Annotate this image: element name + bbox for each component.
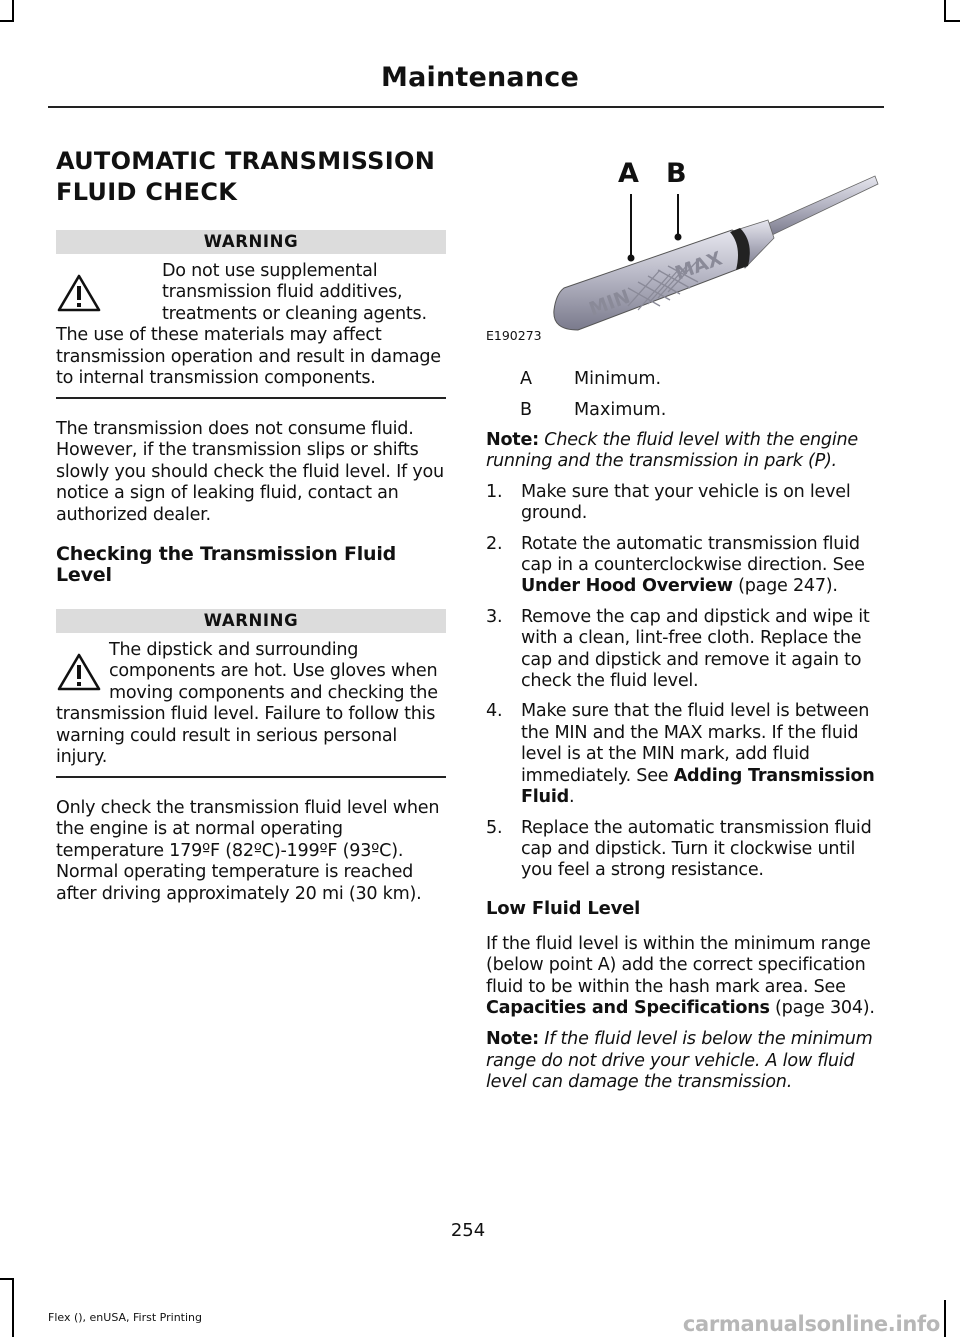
step-text: Remove the cap and dipstick and wipe it with a clean, lint-free cloth. Replace the cap and dipstick and remove it again to check the fluid level. [521,606,870,692]
list-item [486,482,880,525]
step-number: 2. [486,533,503,554]
section-title-line2: FLUID CHECK [56,178,238,206]
note-text: If the fluid level is below the minimum range do not drive your vehicle. A low fluid level can damage the transmission. [486,1029,873,1093]
steps-list [486,482,880,882]
step-text-after: . [568,787,575,808]
legend-value: Minimum. [574,369,662,389]
paragraph: If the fluid level is within the minimum range (below point A) add the correct specification fluid to be within the hash mark area. See Capacities and Specifications (page 304). [486,933,875,1018]
note-label: Note: [486,1029,539,1050]
note [486,430,880,473]
section-title-line1: AUTOMATIC TRANSMISSION [56,147,436,175]
cross-reference-link[interactable]: Adding Transmission Fluid [521,765,875,808]
left-column [56,146,446,905]
crop-mark [12,0,14,22]
step-number: 5. [486,817,503,838]
figure-code: E190273 [486,328,542,343]
subheading: Checking the Transmission Fluid Level [56,542,397,586]
section-title [56,146,446,208]
warning-label: WARNING [56,230,446,254]
subheading: Low Fluid Level [486,897,641,919]
list-item [486,818,880,882]
crop-mark [944,20,960,22]
legend-key: A [520,369,533,389]
legend-value: Maximum. [574,400,667,420]
cross-reference-link[interactable]: Under Hood Overview [521,576,733,597]
dipstick-min-label: MIN [586,285,634,321]
note-text: Check the fluid level with the engine running and the transmission in park (P). [486,430,858,472]
note-label: Note: [486,430,539,450]
paragraph: Only check the transmission fluid level when the engine is at normal operating temperature 179ºF (82ºC)-199ºF (93ºC). Normal operating temperature is reached after driving approximately 20 mi (30 km). [56,797,440,904]
note [486,1029,880,1093]
page-number: 254 [450,1220,486,1241]
warning-box [56,640,446,768]
callout-a: A [618,158,639,189]
step-number: 1. [486,481,503,502]
dipstick-illustration [540,170,880,340]
crop-mark [944,1300,946,1337]
list-item [486,701,880,808]
dipstick-max-label: MAX [672,247,726,285]
legend-key: B [520,400,533,420]
step-text-after: (page 247). [732,576,838,597]
crop-mark [0,20,14,22]
crop-mark [0,1278,14,1280]
step-text: Rotate the automatic transmission fluid cap in a counterclockwise direction. See [521,533,865,576]
step-text: Make sure that the fluid level is between the MIN and the MAX marks. If the fluid level is at the MIN mark, add fluid immediately. See [521,701,870,786]
step-text: Replace the automatic transmission fluid cap and dipstick. Turn it clockwise until you feel a strong resistance. [521,817,872,881]
page-header-title: Maintenance [381,62,579,93]
step-text: Make sure that your vehicle is on level ground. [521,481,851,524]
step-number: 3. [486,606,503,627]
warning-text-body: Do not use supplemental transmission fluid additives, treatments or cleaning agents. The use of these materials may affect transmission operation and result in damage to internal transmission components. [56,261,441,389]
crop-mark [944,0,946,22]
right-column [486,430,880,1094]
header-rule [48,106,884,108]
list-item [486,607,880,693]
step-number: 4. [486,701,503,722]
print-metadata: Flex (), enUSA, First Printing [48,1311,202,1324]
warning-label: WARNING [56,609,446,633]
watermark: carmanualsonline.info [682,1312,940,1336]
paragraph: The transmission does not consume fluid. However, if the transmission slips or shifts slowly you should check the fluid level. If you notice a sign of leaking fluid, contact an authorized dealer. [56,418,444,525]
warning-box [56,261,446,389]
callout-b: B [666,158,687,189]
list-item [486,534,880,598]
warning-text-body: The dipstick and surrounding components are hot. Use gloves when moving components and checking the transmission fluid level. Failure to follow this warning could result in serious personal injury. [56,639,438,767]
cross-reference-link[interactable]: Capacities and Specifications [486,997,770,1018]
crop-mark [12,1278,14,1337]
